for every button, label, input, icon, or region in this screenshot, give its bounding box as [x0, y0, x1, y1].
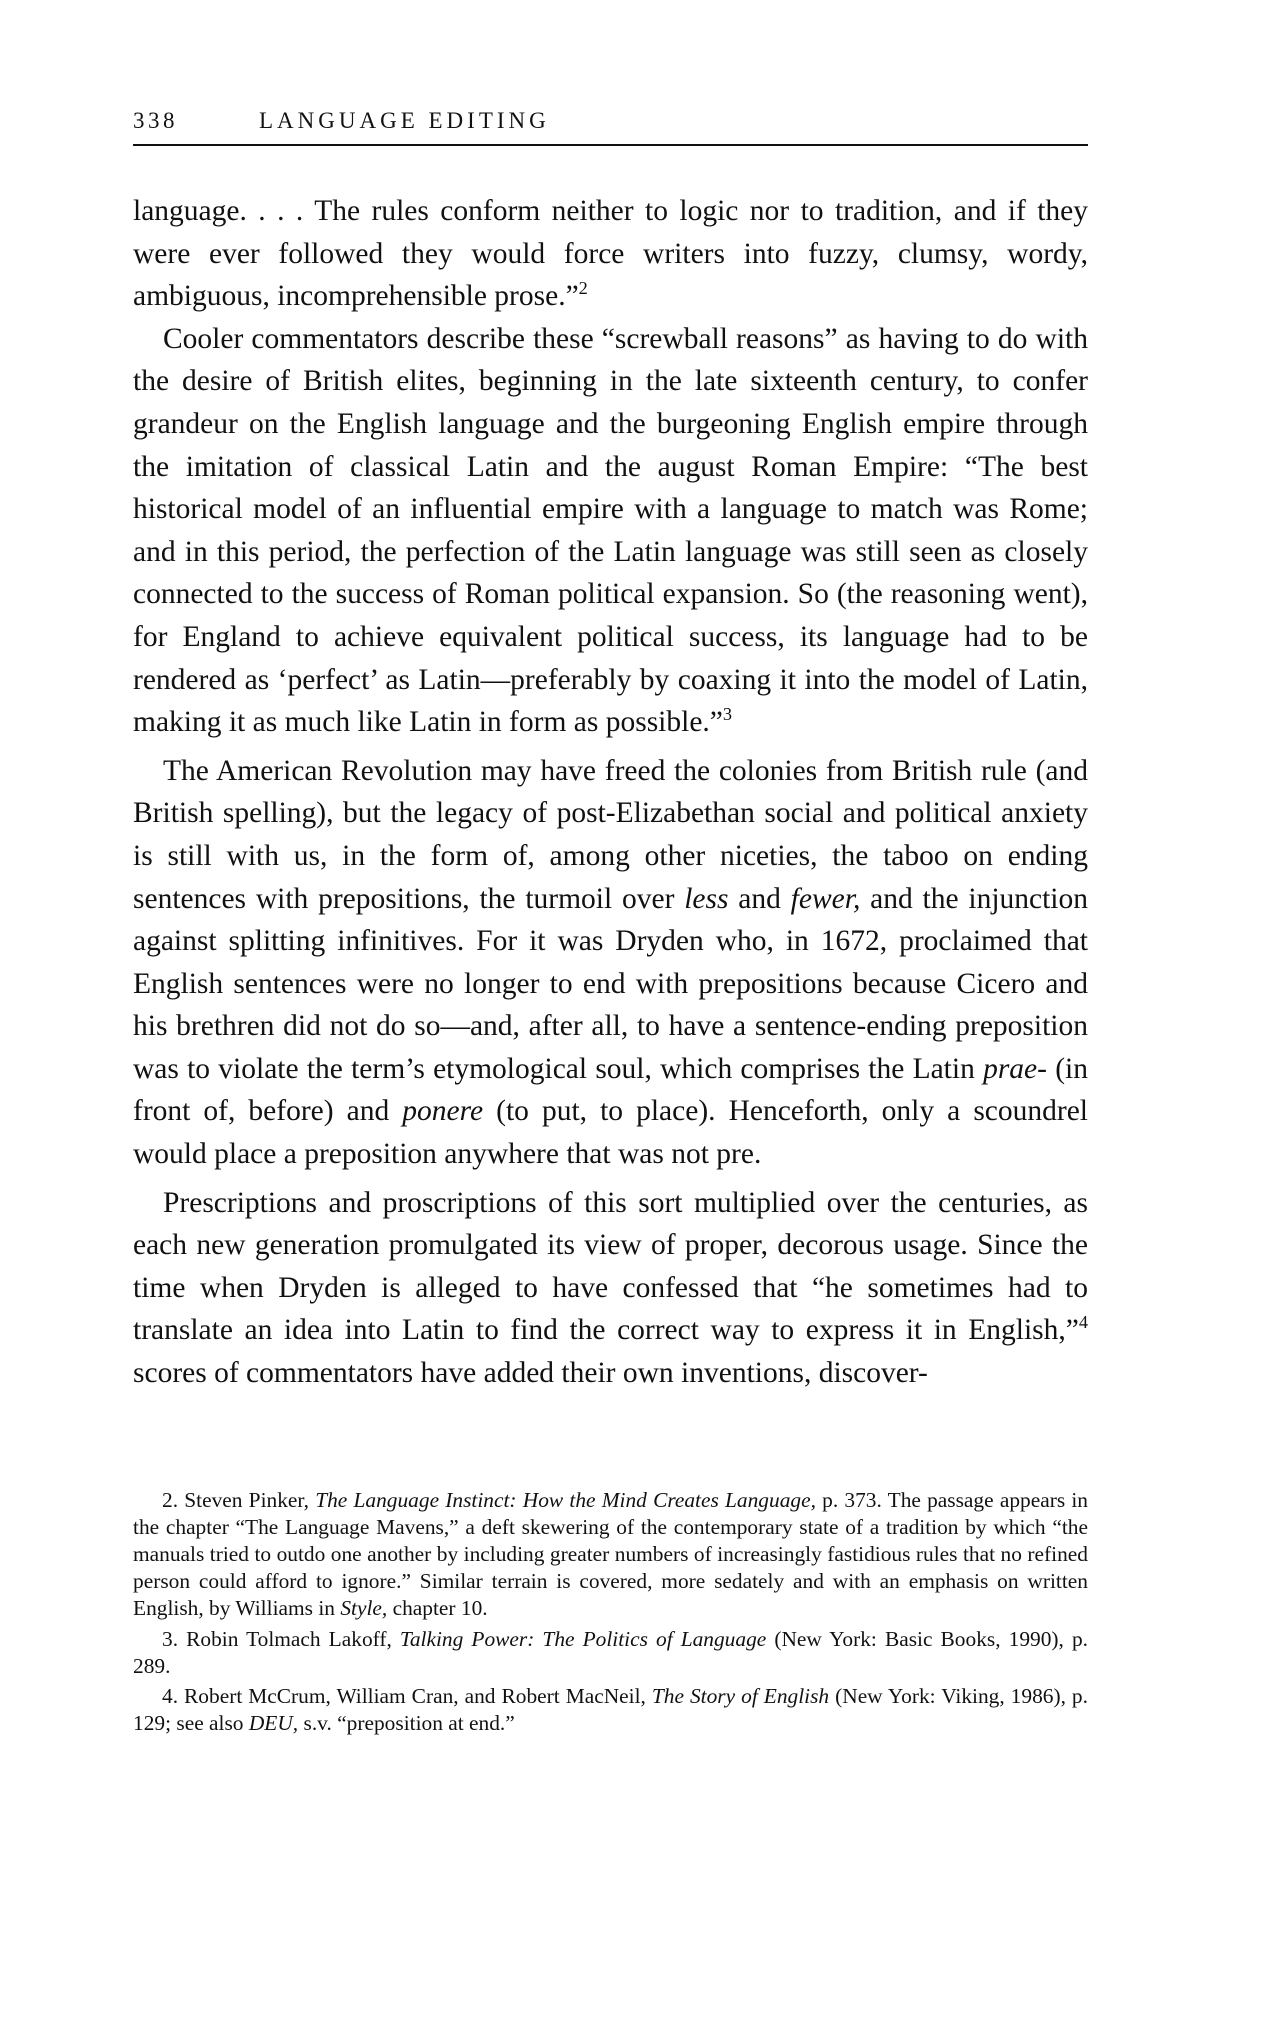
paragraph-2-text: Cooler commentators describe these “screwball reasons” as having to do with the desire of British elites, beginning in the late sixteenth century, to confer grandeur on the English language and the burgeoning English empire through the imitation of classical Latin and the august Roman Empire: “The best historical model of an influential empire with a language to match was Rome; and in this period, the perfection of the Latin language was still seen as closely connected to the success of Roman political expansion. So (the reasoning went), for England to achieve equivalent political success, its language had to be rendered as ‘perfect’ as Latin—preferably by coaxing it into the model of Latin, making it as much like Latin in form as possible.”: [133, 322, 1088, 739]
footnote-4-text-a: 4. Robert McCrum, William Cran, and Robert MacNeil,: [162, 1684, 652, 1709]
footnote-2: [133, 1487, 1088, 1623]
footnote-2-book-title: The Language Instinct: How the Mind Creates Language,: [315, 1487, 816, 1512]
page-number: 338: [133, 108, 178, 133]
footnote-4-book-title: The Story of English: [651, 1684, 830, 1709]
paragraph-3-text-b: and the injunction against splitting infinitives. For it was Dryden who, in 1672, proclaimed that English sentences were no longer to end with prepositions because Cicero and his brethren did not do so—and, after all, to have a sentence-ending preposition was to violate the term’s etymological soul, which comprises the Latin: [133, 882, 1089, 1085]
paragraph-3-text-c: (in front of, before) and: [133, 1052, 1088, 1128]
footnote-ref-2: 2: [578, 278, 588, 299]
paragraph-3-text-d: (to put, to place). Henceforth, only a scoundrel would place a preposition anywhere that was not pre.: [133, 1095, 1089, 1171]
paragraph-3-text-a: The American Revolution may have freed the colonies from British rule (and British spelling), but the legacy of post-Elizabethan social and political anxiety is still with us, in the form of, among other niceties, the taboo on ending sentences with prepositions, the turmoil over: [133, 754, 1088, 915]
footnote-4-text-c: s.v. “preposition at end.”: [298, 1711, 515, 1736]
footnotes: [133, 1487, 1088, 1738]
footnote-2-text-b: p. 373. The passage appears in the chapter “The Language Mavens,” a deft skewering of the contemporary state of a tradition by which “the manuals tried to outdo one another by including greater numbers of increasingly fastidious rules that no refined person could afford to ignore.” Similar terrain is covered, more sedately and with an emphasis on written English, by Williams in: [133, 1487, 1088, 1621]
footnote-3-text-a: 3. Robin Tolmach Lakoff,: [162, 1626, 400, 1651]
footnote-4-text-b: (New York: Viking, 1986), p. 129; see also: [133, 1684, 1088, 1736]
paragraph-4: [133, 1182, 1088, 1395]
italic-prae: prae-: [983, 1052, 1047, 1085]
paragraph-3-and: and: [728, 882, 791, 915]
paragraph-1-text: language. . . . The rules conform neither to logic nor to tradition, and if they were ever followed they would force writers into fuzzy, clumsy, wordy, ambiguous, incomprehensible prose.”: [133, 195, 1088, 313]
paragraph-2: [133, 318, 1088, 744]
footnote-ref-4: 4: [1078, 1312, 1088, 1333]
paragraph-1: [133, 190, 1088, 318]
footnote-4-deu: DEU,: [248, 1711, 299, 1736]
footnote-2-style-title: Style,: [340, 1596, 388, 1621]
paragraph-3: [133, 750, 1088, 1176]
footnote-2-text-a: 2. Steven Pinker,: [162, 1487, 316, 1512]
running-title: LANGUAGE EDITING: [259, 108, 550, 133]
footnote-3-book-title: Talking Power: The Politics of Language: [399, 1626, 767, 1651]
italic-fewer: fewer,: [790, 882, 861, 915]
italic-ponere: ponere: [402, 1095, 484, 1128]
footnote-3-text-b: (New York: Basic Books, 1990), p. 289.: [133, 1626, 1088, 1678]
running-head: [133, 108, 1088, 146]
paragraph-4-text-b: scores of commentators have added their own inventions, discover-: [133, 1357, 928, 1390]
italic-less: less: [684, 882, 729, 915]
paragraph-4-text-a: Prescriptions and proscriptions of this sort multiplied over the centuries, as each new generation promulgated its view of proper, decorous usage. Since the time when Dryden is alleged to have confessed that “he sometimes had to translate an idea into Latin to find the correct way to express it in English,”: [133, 1186, 1088, 1347]
footnote-ref-3: 3: [722, 704, 733, 725]
footnote-3: [133, 1626, 1088, 1680]
book-page: [133, 108, 1088, 1740]
body-text: [133, 190, 1088, 1395]
footnote-4: [133, 1683, 1088, 1737]
footnote-2-text-c: chapter 10.: [387, 1596, 488, 1621]
